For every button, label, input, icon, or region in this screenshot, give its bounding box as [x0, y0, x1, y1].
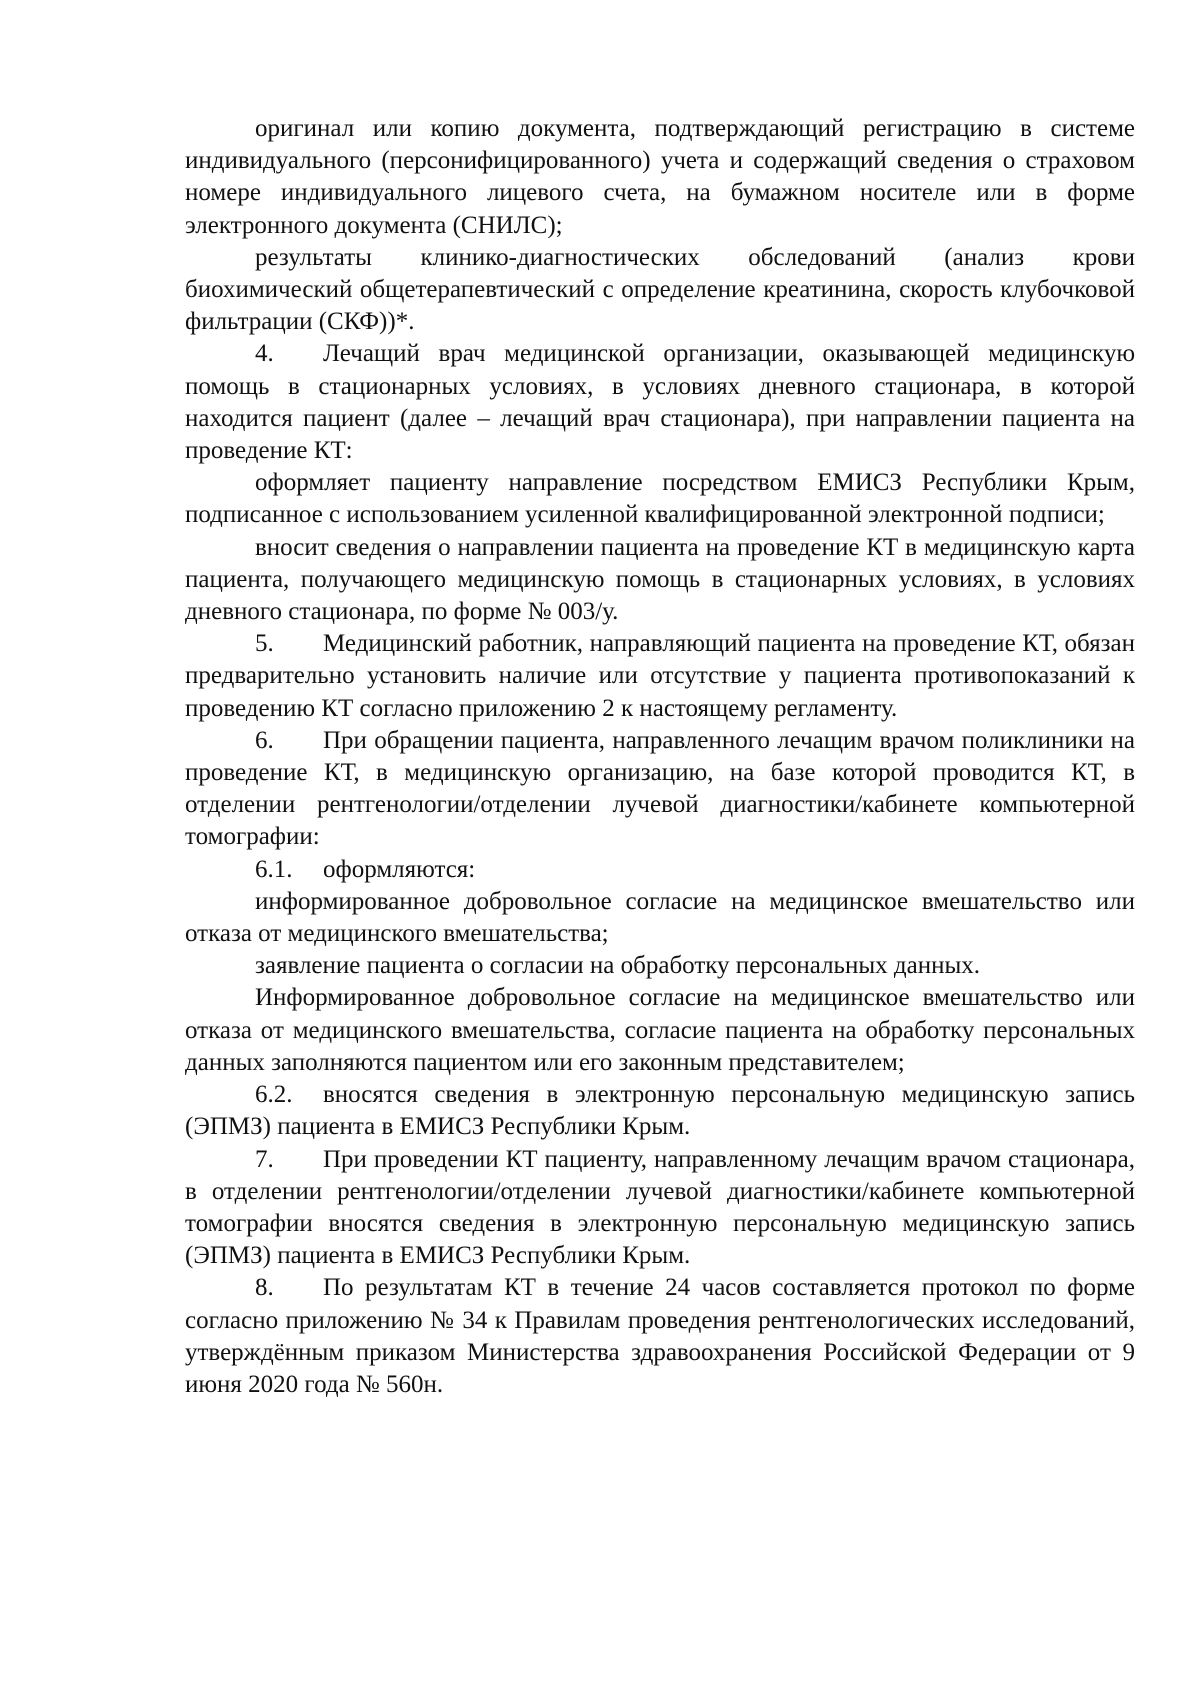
paragraph-text: При проведении КТ пациенту, направленному лечащим врачом стационара, в отделении рентгенологии/отделении лучевой диагностики/кабинете компьютерной томографии вносятся сведения в электронную персональную медицинскую запись (ЭПМЗ) пациента в ЕМИСЗ Республики Крым.: [185, 1145, 1135, 1270]
clause-number: 4.: [255, 340, 274, 368]
paragraph-text: оформляются:: [323, 855, 476, 883]
clause-number: 7.: [255, 1145, 274, 1173]
clause-8: [185, 1272, 1135, 1401]
document-page: [185, 113, 1135, 1401]
paragraph-text: При обращении пациента, направленного лечащим врачом поликлиники на проведение КТ, в медицинскую организацию, на базе которой проводится КТ, в отделении рентгенологии/отделении лучевой диагностики/кабинете компьютерной томографии:: [185, 726, 1135, 851]
paragraph-text: информированное добровольное согласие на медицинское вмешательство или отказа от медицинского вмешательства;: [185, 887, 1135, 948]
paragraph-text: По результатам КТ в течение 24 часов составляется протокол по форме согласно приложению № 34 к Правилам проведения рентгенологических исследований, утверждённым приказом Министерства здравоохранения Российской Федерации от 9 июня 2020 года № 560н.: [185, 1274, 1135, 1398]
paragraph-consent-filled: [185, 982, 1135, 1079]
paragraph-lab-results: [185, 242, 1135, 339]
paragraph-text: вносятся сведения в электронную персональную медицинскую запись (ЭПМЗ) пациента в ЕМИСЗ Республики Крым.: [185, 1081, 1135, 1141]
clause-4: [185, 338, 1135, 467]
clause-6: [185, 725, 1135, 854]
clause-number: 6.2.: [255, 1081, 293, 1109]
paragraph-text: Медицинский работник, направляющий пациента на проведение КТ, обязан предварительно установить наличие или отсутствие у пациента противопоказаний к проведению КТ согласно приложению 2 к настоящему регламенту.: [185, 630, 1135, 722]
clause-6-2: [185, 1079, 1135, 1143]
paragraph-text: оформляет пациенту направление посредством ЕМИСЗ Республики Крым, подписанное с использованием усиленной квалифицированной электронной подписи;: [185, 469, 1135, 529]
clause-5: [185, 628, 1135, 725]
paragraph-text: Информированное добровольное согласие на медицинское вмешательство или отказа от медицинского вмешательства, согласие пациента на обработку персональных данных заполняются пациентом или его законным представителем;: [185, 984, 1135, 1076]
clause-number: 8.: [255, 1274, 274, 1302]
paragraph-text: оригинал или копию документа, подтверждающий регистрацию в системе индивидуального (персонифицированного) учета и содержащий сведения о страховом номере индивидуального лицевого счета, на бумажном носителе или в форме электронного документа (СНИЛС);: [185, 115, 1135, 239]
paragraph-consent: [185, 886, 1135, 950]
paragraph-referral: [185, 467, 1135, 531]
clause-7: [185, 1144, 1135, 1273]
paragraph-data-statement: [185, 950, 1135, 982]
paragraph-text: вносит сведения о направлении пациента на проведение КТ в медицинскую карта пациента, получающего медицинскую помощь в стационарных условиях, в условиях дневного стационара, по форме № 003/у.: [185, 533, 1135, 626]
paragraph-snils: [185, 113, 1135, 242]
paragraph-medical-card: [185, 532, 1135, 629]
clause-number: 6.: [255, 726, 274, 754]
clause-number: 6.1.: [255, 855, 293, 883]
paragraph-text: Лечащий врач медицинской организации, оказывающей медицинскую помощь в стационарных условиях, в условиях дневного стационара, в которой находится пациент (далее – лечащий врач стационара), при направлении пациента на проведение КТ:: [185, 340, 1135, 465]
clause-6-1: [185, 854, 1135, 886]
paragraph-text: заявление пациента о согласии на обработку персональных данных.: [255, 952, 980, 980]
clause-number: 5.: [255, 630, 274, 658]
paragraph-text: результаты клинико-диагностических обследований (анализ крови биохимический общетерапевтический с определение креатинина, скорость клубочковой фильтрации (СКФ))*.: [185, 243, 1135, 336]
